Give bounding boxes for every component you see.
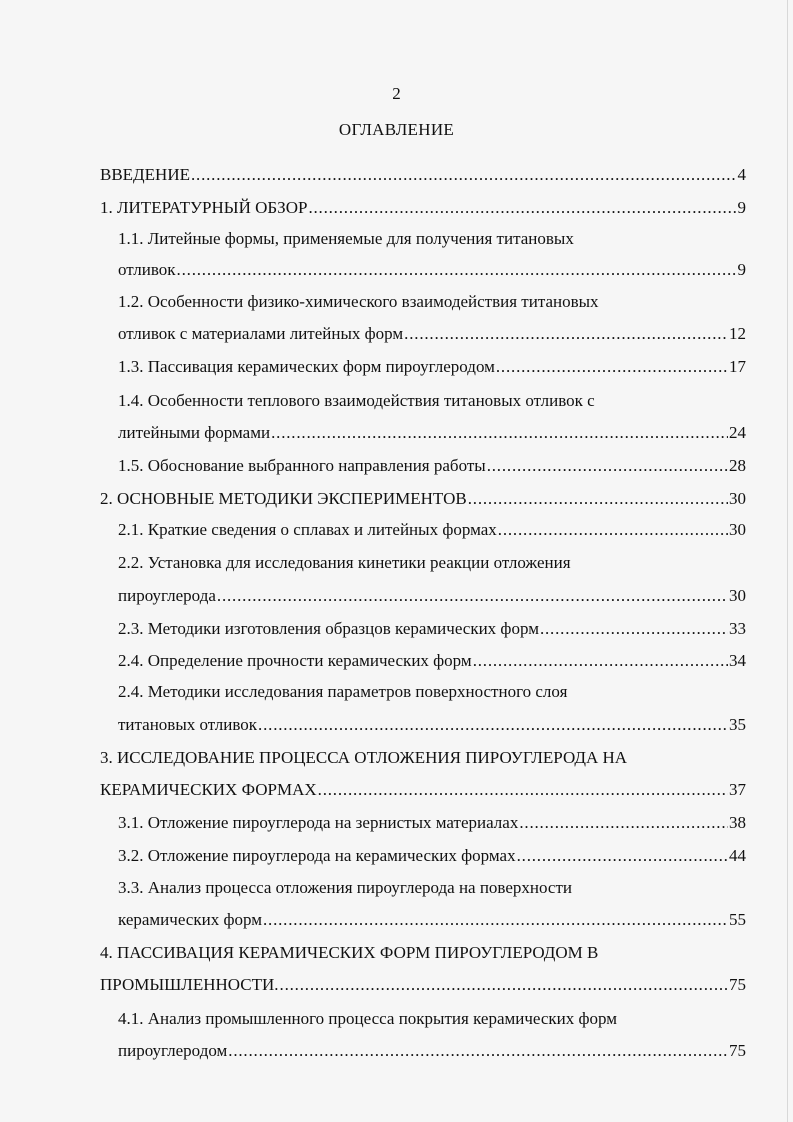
toc-title: пироуглеродом (118, 1041, 228, 1060)
toc-page: 37 (729, 780, 746, 799)
toc-title: 1.5. Обоснование выбранного направления работы (118, 456, 486, 475)
toc-page: 55 (729, 910, 746, 929)
toc-entry[interactable] (118, 811, 746, 835)
toc-entry-line1[interactable]: 3. ИССЛЕДОВАНИЕ ПРОЦЕССА ОТЛОЖЕНИЯ ПИРОУГЛЕРОДА НА (100, 748, 628, 767)
toc-entry[interactable] (100, 973, 746, 997)
toc-entry[interactable] (118, 355, 746, 379)
toc-leader (540, 617, 728, 641)
toc-page: 33 (729, 619, 746, 638)
toc-title: 2.3. Методики изготовления образцов керамических форм (118, 619, 539, 638)
toc-title: ПРОМЫШЛЕННОСТИ. (100, 975, 279, 994)
toc-entry[interactable] (118, 454, 746, 478)
toc-title: 1.3. Пассивация керамических форм пироуглеродом (118, 357, 495, 376)
toc-title: 2. ОСНОВНЫЕ МЕТОДИКИ ЭКСПЕРИМЕНТОВ (100, 489, 467, 508)
toc-title: отливок (118, 260, 176, 279)
toc-entry-line1[interactable]: 1.1. Литейные формы, применяемые для получения титановых (118, 229, 574, 248)
toc-leader (217, 584, 728, 608)
toc-leader (487, 454, 728, 478)
toc-leader (473, 649, 728, 673)
toc-heading: ОГЛАВЛЕНИЕ (338, 120, 455, 139)
toc-title: 2.1. Краткие сведения о сплавах и литейных формах (118, 520, 497, 539)
toc-entry-line1[interactable]: 1.2. Особенности физико-химического взаимодействия титановых (118, 292, 599, 311)
toc-title: 3.1. Отложение пироуглерода на зернистых материалах (118, 813, 519, 832)
toc-leader (517, 844, 728, 868)
toc-entry[interactable] (118, 421, 746, 445)
toc-leader (519, 811, 728, 835)
toc-leader (271, 421, 728, 445)
toc-leader (468, 487, 728, 511)
toc-title: 2.4. Определение прочности керамических форм (118, 651, 472, 670)
toc-page: 38 (729, 813, 746, 832)
toc-title: титановых отливок (118, 715, 258, 734)
toc-leader (263, 908, 728, 932)
toc-entry-line1[interactable]: 1.4. Особенности теплового взаимодействия титановых отливок с (118, 391, 595, 410)
toc-entry[interactable] (118, 518, 746, 542)
toc-title: КЕРАМИЧЕСКИХ ФОРМАХ (100, 780, 317, 799)
toc-title: отливок с материалами литейных форм (118, 324, 404, 343)
toc-page: 35 (729, 715, 746, 734)
toc-page: 24 (729, 423, 746, 442)
toc-entry[interactable] (118, 908, 746, 932)
toc-leader (177, 258, 737, 282)
toc-page: 44 (729, 846, 746, 865)
toc-page: 30 (729, 520, 746, 539)
toc-leader (308, 196, 736, 220)
toc-entry[interactable] (118, 584, 746, 608)
toc-leader (191, 163, 737, 187)
toc-leader (404, 322, 728, 346)
toc-page: 30 (729, 489, 746, 508)
toc-page: 9 (737, 260, 746, 279)
toc-entry[interactable] (100, 196, 746, 220)
toc-title: керамических форм (118, 910, 262, 929)
toc-entry-line1[interactable]: 3.3. Анализ процесса отложения пироуглерода на поверхности (118, 878, 572, 897)
toc-entry[interactable] (100, 163, 746, 187)
toc-entry-line1[interactable]: 4. ПАССИВАЦИЯ КЕРАМИЧЕСКИХ ФОРМ ПИРОУГЛЕРОДОМ В (100, 943, 599, 962)
toc-title: литейными формами (118, 423, 271, 442)
toc-entry[interactable] (118, 844, 746, 868)
toc-entry[interactable] (118, 713, 746, 737)
toc-page: 9 (737, 198, 746, 217)
toc-page: 75 (729, 1041, 746, 1060)
toc-leader (258, 713, 728, 737)
toc-entry-line1[interactable]: 2.4. Методики исследования параметров поверхностного слоя (118, 682, 568, 701)
toc-leader (318, 778, 728, 802)
toc-leader (496, 355, 728, 379)
toc-entry[interactable] (118, 617, 746, 641)
page-number: 2 (392, 84, 401, 103)
toc-leader (280, 973, 728, 997)
toc-leader (228, 1039, 728, 1063)
toc-page: 12 (729, 324, 746, 343)
toc-entry[interactable] (118, 258, 746, 282)
toc-entry[interactable] (100, 778, 746, 802)
toc-leader (498, 518, 728, 542)
toc-entry-line1[interactable]: 2.2. Установка для исследования кинетики реакции отложения (118, 553, 571, 572)
toc-title: пироуглерода (118, 586, 216, 605)
toc-page: 75 (729, 975, 746, 994)
toc-title: ВВЕДЕНИЕ (100, 165, 190, 184)
toc-page: 34 (729, 651, 746, 670)
toc-page: 4 (737, 165, 746, 184)
toc-page: 28 (729, 456, 746, 475)
toc-title: 1. ЛИТЕРАТУРНЫЙ ОБЗОР (100, 198, 308, 217)
toc-entry[interactable] (118, 322, 746, 346)
toc-entry[interactable] (118, 1039, 746, 1063)
toc-page: 17 (729, 357, 746, 376)
toc-entry[interactable] (100, 487, 746, 511)
toc-page: 30 (729, 586, 746, 605)
toc-entry-line1[interactable]: 4.1. Анализ промышленного процесса покрытия керамических форм (118, 1009, 618, 1028)
page-edge (787, 0, 788, 1122)
toc-title: 3.2. Отложение пироуглерода на керамических формах (118, 846, 516, 865)
toc-entry[interactable] (118, 649, 746, 673)
